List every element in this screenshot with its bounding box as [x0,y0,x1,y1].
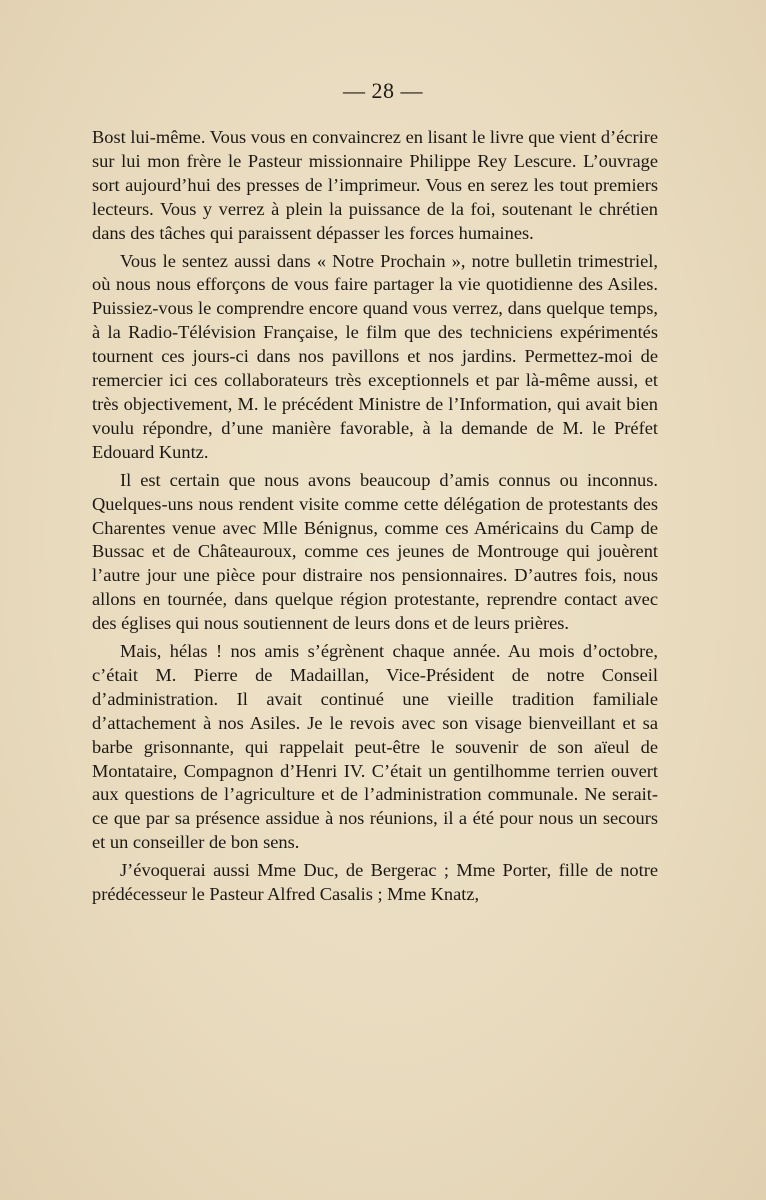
paragraph-3: Il est certain que nous avons beaucoup d’amis connus ou inconnus. Quelques-uns nous rendent visite comme cette délégation de protestants des Charentes venue avec Mlle Bénignus, comme ces Américains du Camp de Bussac et de Châteauroux, comme ces jeunes de Montrouge qui jouèrent l’autre jour une pièce pour distraire nos pensionnaires. D’autres fois, nous allons en tournée, dans quelque région protestante, reprendre contact avec des églises qui nous soutiennent de leurs dons et de leurs prières. [92,469,658,634]
paragraph-4: Mais, hélas ! nos amis s’égrènent chaque année. Au mois d’octobre, c’était M. Pierre de Madaillan, Vice-Président de notre Conseil d’administration. Il avait continué une vieille tradition familiale d’attachement à nos Asiles. Je le revois avec son visage bienveillant et sa barbe grisonnante, qui rappelait peut-être le souvenir de son aïeul de Montataire, Compagnon d’Henri IV. C’était un gentilhomme terrien ouvert aux questions de l’agriculture et de l’administration communale. Ne serait-ce que par sa présence assidue à nos réunions, il a été pour nous un secours et un conseiller de bon sens. [92,641,658,853]
body-text [92,126,658,911]
page-number: — 28 — [343,78,423,103]
paragraph-2: Vous le sentez aussi dans « Notre Prochain », notre bulletin trimestriel, où nous nous efforçons de vous faire partager la vie quotidienne des Asiles. Puissiez-vous le comprendre encore quand vous verrez, dans quelque temps, à la Radio-Télévision Française, le film que des techniciens expérimentés tournent ces jours-ci dans nos pavillons et nos jardins. Permettez-moi de remercier ici ces collaborateurs très exceptionnels et par là-même aussi, et très objectivement, M. le précédent Ministre de l’Information, qui avait bien voulu répondre, d’une manière favorable, à la demande de M. le Préfet Edouard Kuntz. [92,250,658,462]
paragraph-1: Bost lui-même. Vous vous en convaincrez en lisant le livre que vient d’écrire sur lui mon frère le Pasteur missionnaire Philippe Rey Lescure. L’ouvrage sort aujourd’hui des presses de l’imprimeur. Vous en serez les tout premiers lecteurs. Vous y verrez à plein la puissance de la foi, soutenant le chrétien dans des tâches qui paraissent dépasser les forces humaines. [92,127,658,243]
paragraph-5: J’évoquerai aussi Mme Duc, de Bergerac ; Mme Porter, fille de notre prédécesseur le Pasteur Alfred Casalis ; Mme Knatz, [92,860,658,905]
